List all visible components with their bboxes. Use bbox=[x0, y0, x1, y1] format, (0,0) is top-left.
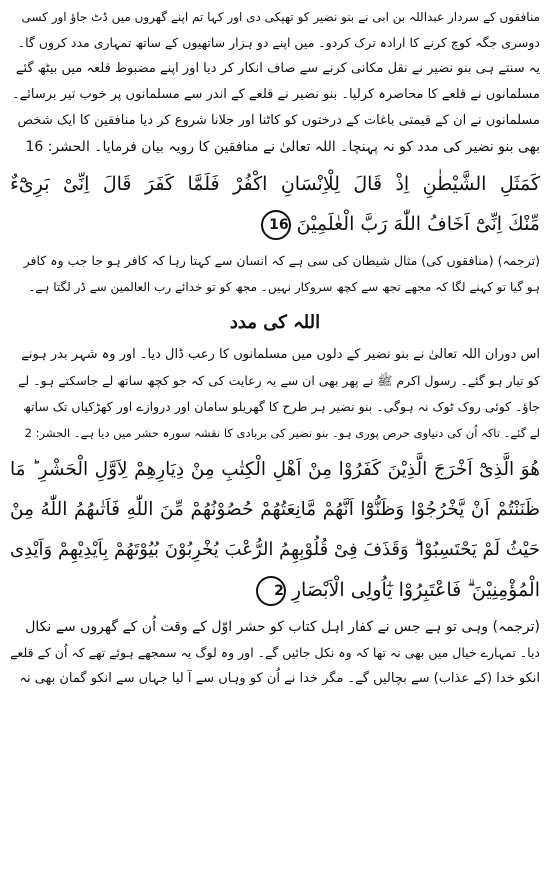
section-heading: اللہ کی مدد bbox=[229, 312, 321, 333]
text-line: انکو خدا (کے عذاب) سے بچالیں گے۔ مگر خدا نے اُن کو وہاں سے آ لیا جہاں سے انکو گمان بھی نہ bbox=[19, 671, 540, 686]
verse-line: كَمَثَلِ الشَّيْطٰنِ اِذْ قَالَ لِلْاِنْسَانِ اكْفُرْ فَلَمَّا كَفَرَ قَالَ اِنِّىْ بَرِىْٓءٌ bbox=[10, 173, 540, 195]
text-line: دوسری جگہ کوچ کرنے کا ارادہ ترک کردو۔ میں اپنے دو ہزار ساتھیوں کے ساتھ تمہاری مدد کروں گا۔ bbox=[17, 35, 540, 50]
verse-text: مِّنْكَ اِنِّىْٓ اَخَافُ اللّٰهَ رَبَّ الْعٰلَمِيْنَ bbox=[296, 213, 540, 235]
paragraph-2 bbox=[10, 342, 540, 446]
ayah-number-badge: 2 bbox=[256, 576, 286, 606]
text-line: منافقوں کے سردار عبداللہ بن ابی نے بنو نضیر کو تھپکی دی اور کہا تم اپنے گھروں میں ڈٹ جاؤ اور کسی bbox=[21, 10, 540, 24]
text-line: جاؤ۔ کوئی روک ٹوک نہ ہوگی۔ بنو نضیر ہر طرح کا گھریلو سامان اور دروازے اور کھڑکیاں تک ساتھ bbox=[23, 399, 540, 414]
quran-verse-2 bbox=[10, 450, 540, 610]
verse-line-with-number bbox=[10, 204, 540, 244]
text-line: بھی بنو نضیر کی مدد کو نہ پہنچا۔ اللہ تعالیٰ نے منافقین کا رویہ بیان فرمایا۔ الحشر: 16 bbox=[25, 139, 540, 155]
verse-text: الْمُؤْمِنِيْنَ ۗ فَاعْتَبِرُوْا يٰٓاُولِى الْاَبْصَارِ bbox=[291, 579, 540, 601]
translation-2 bbox=[10, 614, 540, 692]
ayah-number-badge: 16 bbox=[261, 210, 291, 240]
text-line: مسلمانوں نے قلعے کا محاصرہ کرلیا۔ بنو نضیر نے قلعے کے اندر سے مسلمانوں پر خوب تیر برسائے۔ bbox=[12, 87, 540, 102]
text-line: ہو گیا تو کہنے لگا کہ مجھے تجھ سے کچھ سروکار نہیں۔ مجھ کو تو خدائے رب العالمین سے ڈر لگتا ہے۔ bbox=[28, 280, 540, 294]
quran-verse-1 bbox=[10, 164, 540, 244]
text-line: دیا۔ تمہارے خیال میں بھی نہ تھا کہ وہ نکل جائیں گے۔ اور وہ لوگ یہ سمجھے ہوئے تھے کہ اُن کے قلعے bbox=[10, 645, 540, 660]
text-line: (ترجمہ) (منافقوں کی) مثال شیطان کی سی ہے کہ انسان سے کہتا رہا کہ کافر ہو جا جب وہ کافر bbox=[23, 253, 540, 268]
text-line: اس دوران اللہ تعالیٰ نے بنو نضیر کے دلوں میں مسلمانوں کا رعب ڈال دیا۔ اور وہ شہر بدر ہونے bbox=[21, 347, 540, 362]
text-line: مسلمانوں نے ان کے قیمتی باغات کے درختوں کو کاٹنا اور جلانا شروع کر دیا منافقین کا ایک شخص bbox=[17, 113, 540, 128]
verse-line: حَيْثُ لَمْ يَحْتَسِبُوْا ۗ وَقَذَفَ فِىْ قُلُوْبِهِمُ الرُّعْبَ يُخْرِبُوْنَ بُيُوْتَهُمْ بِاَيْدِيْهِمْ وَاَيْدِى bbox=[10, 539, 540, 560]
translation-1 bbox=[10, 248, 540, 300]
verse-line: ظَنَنْتُمْ اَنْ يَّخْرُجُوْا وَظَنُّوْٓا اَنَّهُمْ مَّانِعَتُهُمْ حُصُوْنُهُمْ مِّنَ اللّٰهِ فَاَتٰىهُمُ اللّٰهُ مِنْ bbox=[10, 499, 540, 520]
text-line: کو تیار ہو گئے۔ رسول اکرم ﷺ نے پھر بھی ان سے یہ رعایت کی کہ جو کچھ ساتھ لے جاسکتے ہو۔ لے bbox=[18, 373, 540, 388]
text-line: (ترجمہ) وہی تو ہے جس نے کفار اہل کتاب کو حشر اوّل کے وقت اُن کے گھروں سے نکال bbox=[25, 619, 540, 635]
text-line: لے گئے۔ تاکہ اُن کی دنیاوی حرص پوری ہو۔ بنو نضیر کی بربادی کا نقشہ سورہ حشر میں دیا ہے۔ الحشر: 2 bbox=[24, 426, 540, 440]
text-line: یہ سنتے ہی بنو نضیر نے نقل مکانی کرنے سے صاف انکار کر دیا اور اپنے مضبوط قلعہ میں بیٹھ گئے bbox=[15, 61, 540, 76]
verse-line-with-number bbox=[10, 570, 540, 610]
verse-line: هُوَ الَّذِىْٓ اَخْرَجَ الَّذِيْنَ كَفَرُوْا مِنْ اَهْلِ الْكِتٰبِ مِنْ دِيَارِهِمْ لِاَوَّلِ الْحَشْرِ ؕ مَا bbox=[10, 459, 540, 480]
paragraph-1 bbox=[10, 4, 540, 160]
